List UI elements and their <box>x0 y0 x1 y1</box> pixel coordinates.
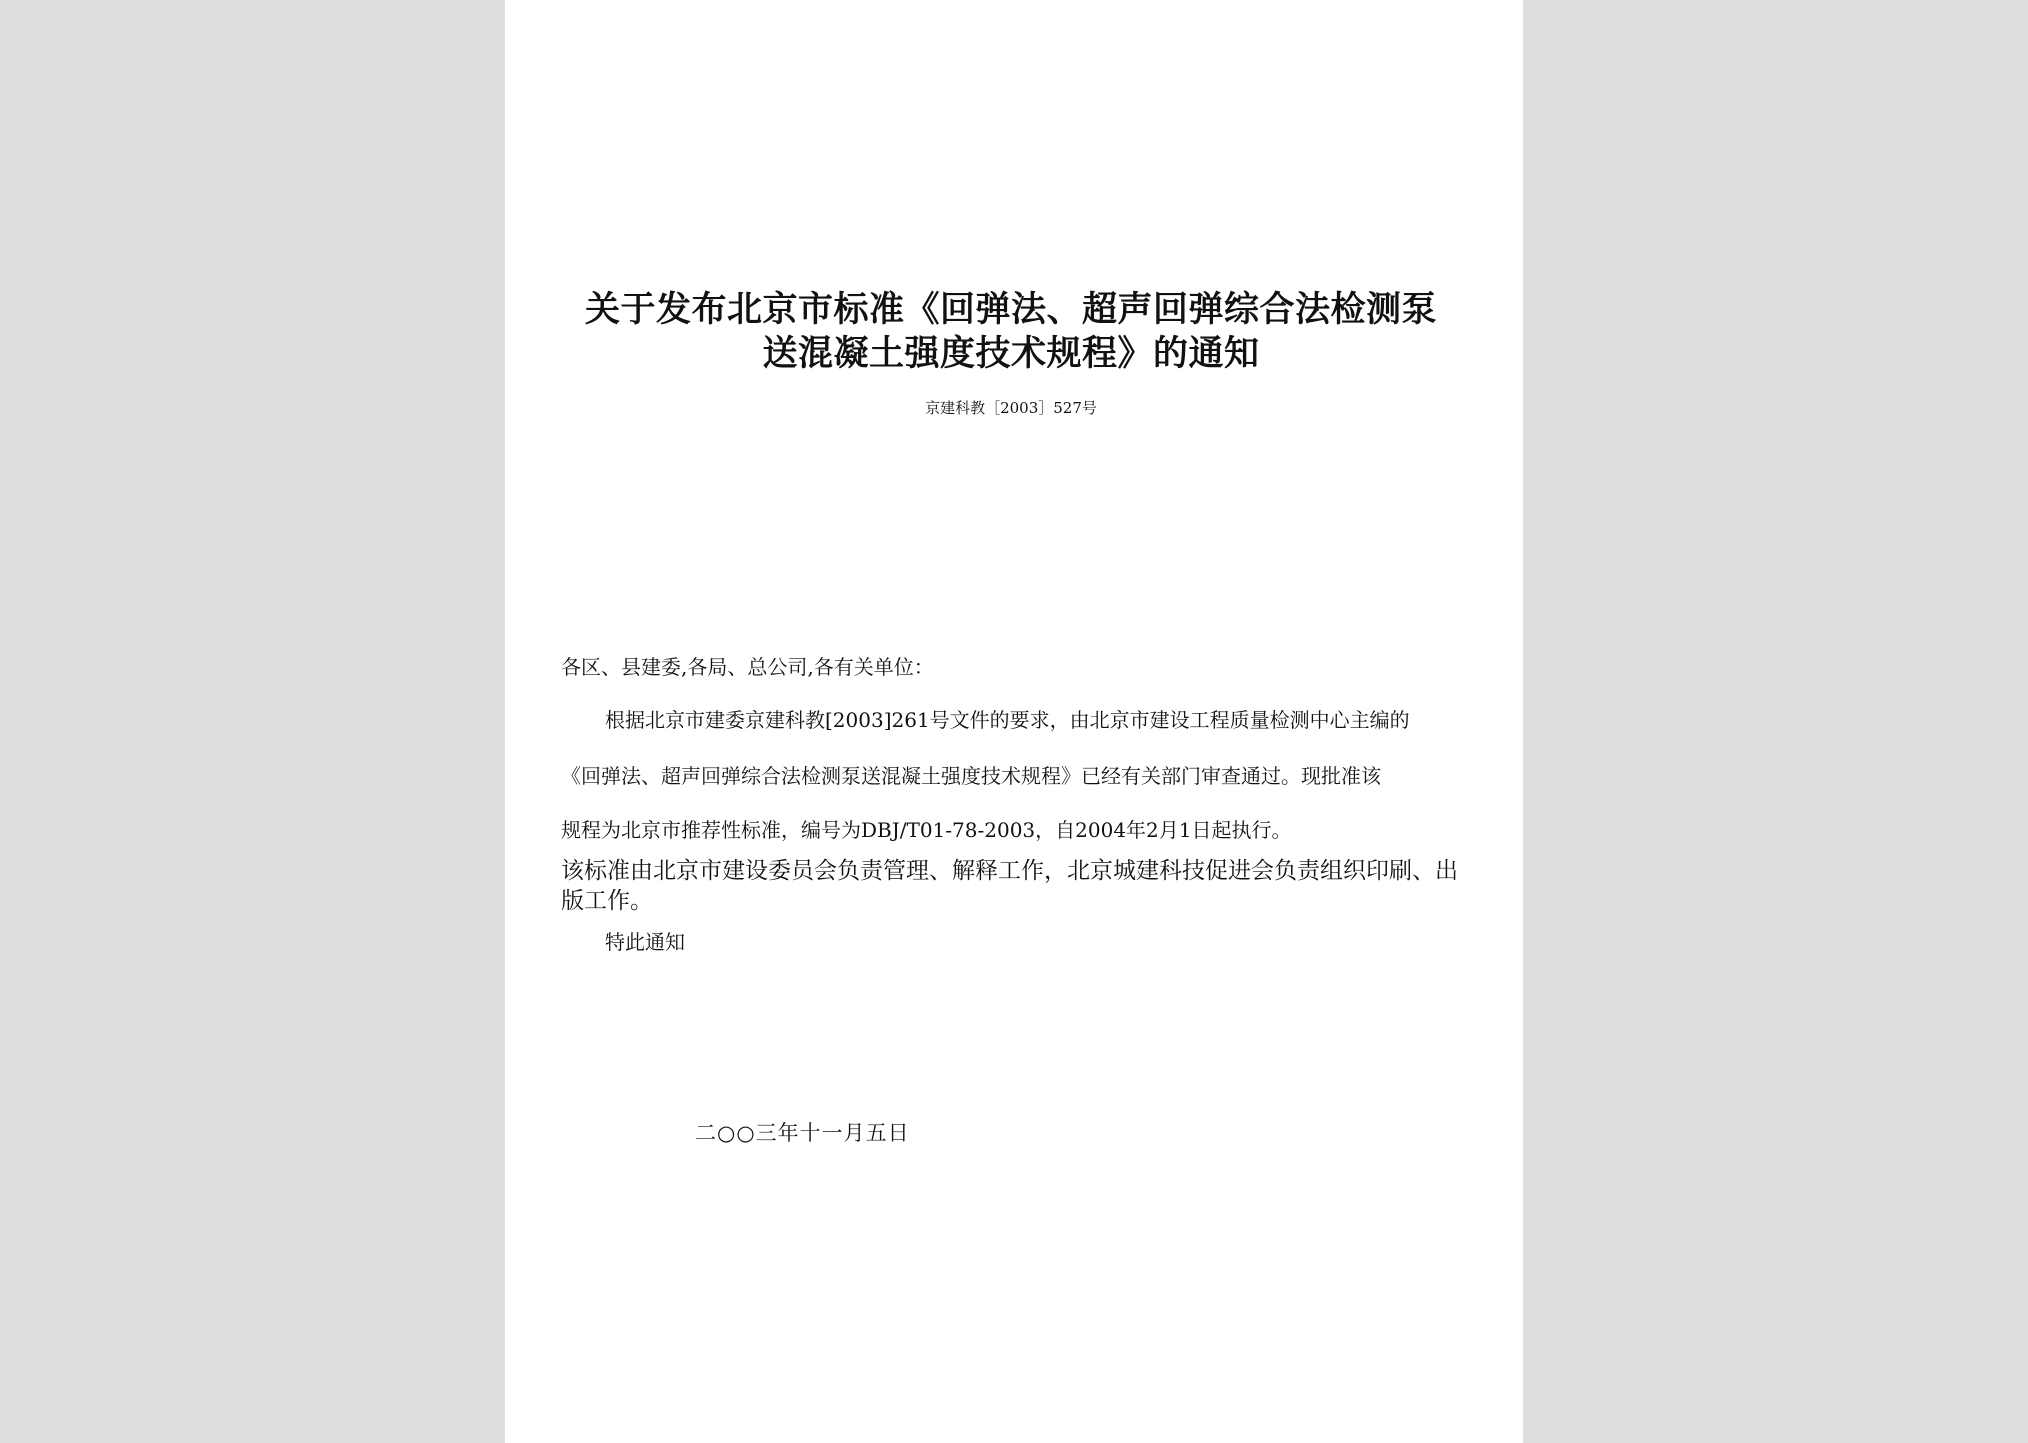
document-number: 京建科教［2003］527号 <box>925 399 1097 417</box>
body-line-3: 规程为北京市推荐性标准，编号为DBJ/T01-78-2003，自2004年2月1日起执行。 <box>561 818 1292 842</box>
title-line-1: 关于发布北京市标准《回弹法、超声回弹综合法检测泵 <box>584 289 1437 330</box>
document-page <box>505 0 1523 1443</box>
body-line-1: 根据北京市建委京建科教[2003]261号文件的要求，由北京市建设工程质量检测中心主编的 <box>605 708 1410 732</box>
body-line-2: 《回弹法、超声回弹综合法检测泵送混凝土强度技术规程》已经有关部门审查通过。现批准该 <box>561 764 1381 788</box>
addressee: 各区、县建委,各局、总公司,各有关单位： <box>561 655 934 679</box>
issue-date: 二○○三年十一月五日 <box>695 1121 910 1145</box>
title-line-2: 送混凝土强度技术规程》的通知 <box>762 333 1260 374</box>
closing-line: 特此通知 <box>605 930 685 954</box>
body-line-4: 该标准由北京市建设委员会负责管理、解释工作，北京城建科技促进会负责组织印刷、出版工作。 <box>561 858 1458 914</box>
document-title <box>561 288 1461 376</box>
